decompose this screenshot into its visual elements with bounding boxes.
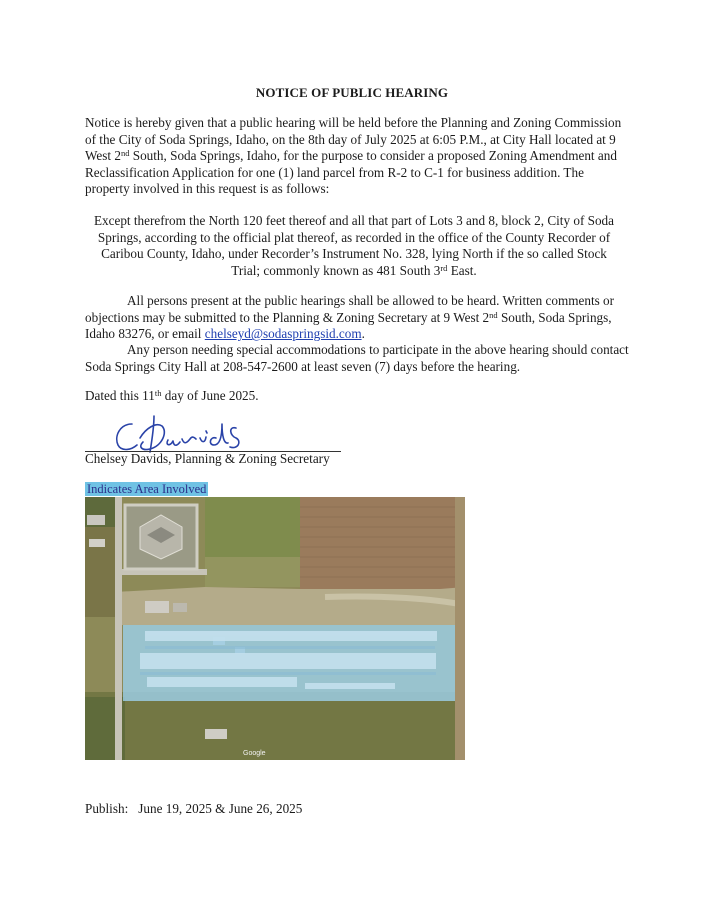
- aerial-map-image: [85, 497, 465, 760]
- notice-intro-paragraph: Notice is hereby given that a public hearing will be held before the Planning and Zoning Commission of the City of Soda Springs, Idaho, on the 8th day of July 2025 at 6:05 P.M., at City Hall located at 9 West 2nd South, Soda Springs, Idaho, for the purpose to consider a proposed Zoning Amendment and Reclassification Application for one (1) land parcel from R-2 to C-1 for business addition. The property involved in this request is as follows:: [85, 115, 622, 197]
- publish-line: [85, 801, 302, 817]
- publish-dates: June 19, 2025 & June 26, 2025: [138, 801, 303, 816]
- signer-name: Chelsey Davids, Planning & Zoning Secretary: [85, 451, 330, 466]
- publish-label: Publish:: [85, 801, 129, 816]
- email-link[interactable]: chelseyd@sodaspringsid.com: [204, 326, 362, 342]
- notice-title: NOTICE OF PUBLIC HEARING: [255, 85, 449, 100]
- accommodations-paragraph: Any person needing special accommodations to participate in the above hearing should contact Soda Springs City Hall at 208-547-2600 at least seven (7) days before the hearing.: [85, 342, 629, 374]
- dated-line: Dated this 11th day of June 2025.: [85, 388, 259, 403]
- signature-block: [85, 414, 341, 454]
- aerial-map: [85, 497, 465, 760]
- map-legend-label: Indicates Area Involved: [87, 482, 207, 496]
- handwritten-signature: [110, 414, 280, 456]
- legal-description: Except therefrom the North 120 feet thereof and all that part of Lots 3 and 8, block 2, City of Soda Springs, according to the official plat thereof, as recorded in the office of the County Recorder of Caribou County, Idaho, under Recorder’s Instrument No. 328, lying North if the so called Stock Trial; commonly known as 481 South 3rd East.: [93, 213, 615, 278]
- comments-paragraph: All persons present at the public hearings shall be allowed to be heard. Written comments or objections may be submitted to the Planning & Zoning Secretary at 9 West 2nd South, Soda Springs, Idaho 83276, or email chelseyd@sodaspringsid.com.: [85, 293, 615, 342]
- map-credit: Google: [243, 750, 266, 757]
